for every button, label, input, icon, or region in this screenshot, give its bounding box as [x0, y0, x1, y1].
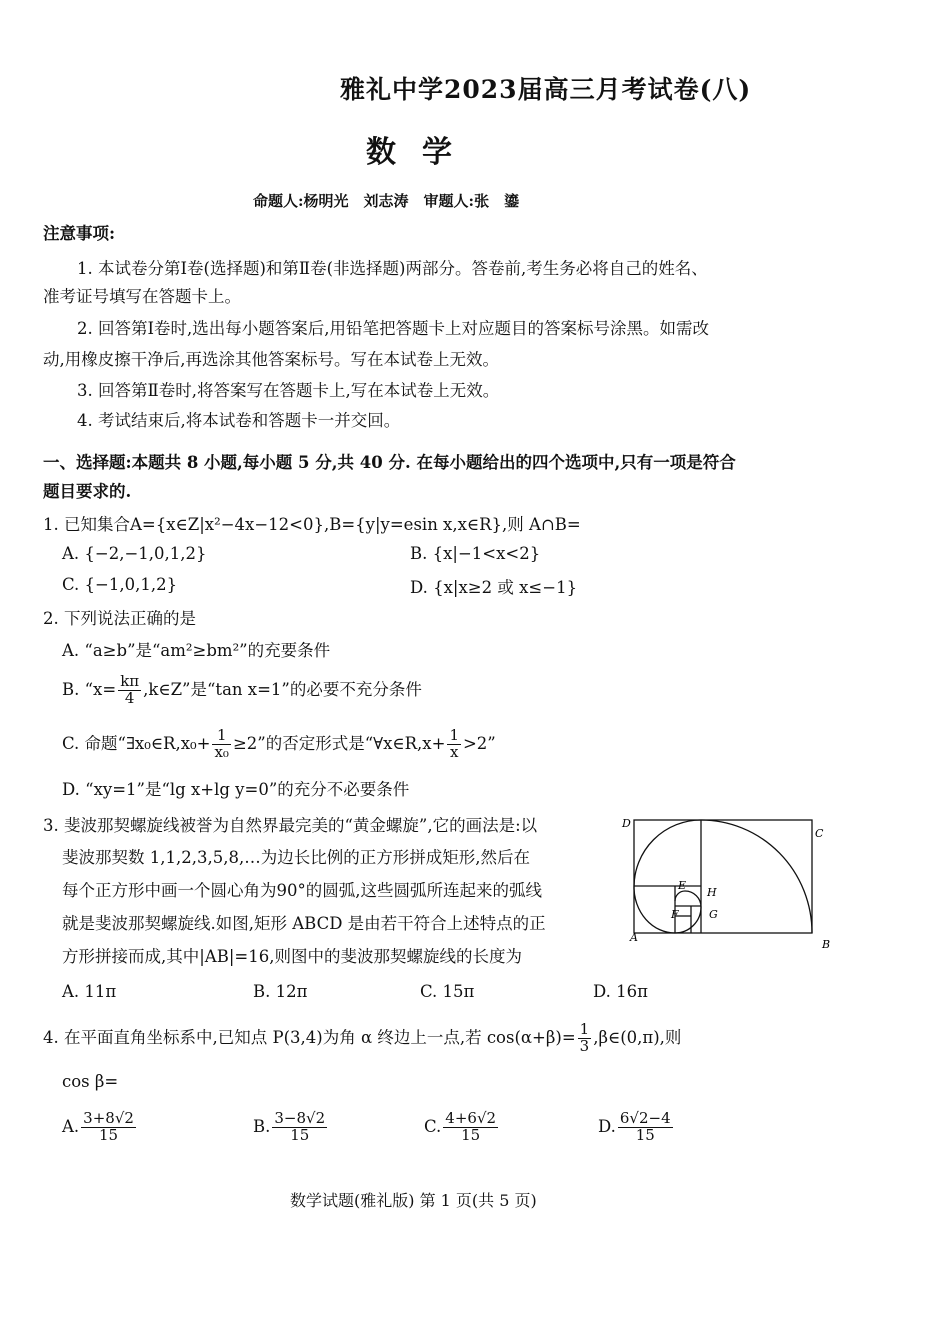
- notice-item-1-line-1: 1. 本试卷分第Ⅰ卷(选择题)和第Ⅱ卷(非选择题)两部分。答卷前,考生务必将自己的姓名、: [77, 259, 708, 278]
- q4-option-a-label: A.: [62, 1116, 80, 1136]
- q4-d-denominator: 15: [635, 1125, 655, 1144]
- q3-line-3: 每个正方形中画一个圆心角为90°的圆弧,这些圆弧所连起来的弧线: [62, 881, 542, 900]
- exam-title: 雅礼中学2023届高三月考试卷(八): [340, 75, 752, 104]
- q3-line-4: 就是斐波那契螺旋线.如图,矩形 ABCD 是由若干符合上述特点的正: [62, 914, 546, 933]
- q2-stem: 2. 下列说法正确的是: [43, 609, 196, 628]
- label-g: G: [709, 908, 718, 921]
- q4-stem: [43, 1022, 681, 1055]
- q2-b-numerator: kπ: [120, 672, 140, 690]
- label-h: H: [707, 886, 717, 899]
- q4-c-numerator: 4+6√2: [445, 1109, 497, 1127]
- label-a: A: [630, 931, 638, 944]
- q4-stem-line-2: cos β=: [62, 1072, 119, 1091]
- notice-item-1-line-2: 准考证号填写在答题卡上。: [43, 287, 241, 306]
- q2-option-c-fraction-1: [212, 728, 230, 761]
- q4-stem-pre: 4. 在平面直角坐标系中,已知点 P(3,4)为角 α 终边上一点,若 cos(α+β)=: [43, 1027, 576, 1047]
- section-1-heading-line-1: 一、选择题:本题共 8 小题,每小题 5 分,共 40 分. 在每小题给出的四个选项中,只有一项是符合: [43, 453, 736, 472]
- q4-option-d-fraction: [618, 1111, 673, 1144]
- q4-a-numerator: 3+8√2: [83, 1109, 134, 1127]
- q4-stem-denominator: 3: [579, 1036, 590, 1055]
- q3-line-1: 3. 斐波那契螺旋线被誉为自然界最完美的“黄金螺旋”,它的画法是:以: [43, 816, 538, 835]
- notice-item-4: 4. 考试结束后,将本试卷和答题卡一并交回。: [77, 411, 401, 430]
- q4-d-numerator: 6√2−4: [619, 1109, 671, 1127]
- notice-item-3: 3. 回答第Ⅱ卷时,将答案写在答题卡上,写在本试卷上无效。: [77, 381, 500, 400]
- q4-option-d-label: D.: [598, 1116, 616, 1136]
- q2-option-c-pre: C. 命题“∃x₀∈R,x₀+: [62, 733, 211, 753]
- q4-b-numerator: 3−8√2: [274, 1109, 326, 1127]
- notice-heading: 注意事项:: [43, 224, 116, 243]
- q2-option-c-fraction-2: [447, 728, 461, 761]
- q2-option-d: D. “xy=1”是“lg x+lg y=0”的充分不必要条件: [62, 780, 410, 799]
- label-d: D: [622, 817, 631, 830]
- q2-c-denominator-1: x₀: [214, 742, 229, 761]
- q1-option-b: B. {x|−1<x<2}: [410, 544, 541, 563]
- q2-option-c-mid: ≥2”的否定形式是“∀x∈R,x+: [232, 733, 446, 753]
- q2-b-denominator: 4: [124, 688, 135, 707]
- notice-item-2-line-2: 动,用橡皮擦干净后,再选涂其他答案标号。写在本试卷上无效。: [43, 350, 499, 369]
- q4-stem-fraction: [578, 1022, 592, 1055]
- q2-option-b-fraction: [118, 674, 141, 707]
- q2-option-c-post: >2”: [462, 733, 496, 753]
- q4-option-c: [424, 1111, 500, 1144]
- q1-option-c: C. {−1,0,1,2}: [62, 575, 178, 594]
- q2-c-denominator-2: x: [449, 742, 459, 761]
- q1-option-a: A. {−2,−1,0,1,2}: [62, 544, 207, 563]
- q4-option-b: [253, 1111, 329, 1144]
- subject-title: 数学: [366, 135, 478, 170]
- q4-option-d: [598, 1111, 675, 1144]
- q3-option-a: A. 11π: [62, 982, 117, 1001]
- label-c: C: [815, 827, 824, 840]
- q4-option-a-fraction: [81, 1111, 136, 1144]
- q2-c-numerator-1: 1: [212, 728, 230, 745]
- q2-option-a: A. “a≥b”是“am²≥bm²”的充要条件: [62, 641, 331, 660]
- q1-stem: 1. 已知集合A={x∈Z|x²−4x−12<0},B={y|y=esin x,x∈R},则 A∩B=: [43, 515, 581, 534]
- q1-option-d: D. {x|x≥2 或 x≤−1}: [410, 578, 578, 597]
- label-e: E: [678, 879, 687, 892]
- q4-b-denominator: 15: [290, 1125, 310, 1144]
- q4-option-a: [62, 1111, 138, 1144]
- q2-c-numerator-2: 1: [449, 726, 459, 744]
- q4-c-denominator: 15: [461, 1125, 481, 1144]
- q3-option-c: C. 15π: [420, 982, 475, 1001]
- q2-option-c: [62, 728, 496, 761]
- page-footer: 数学试题(雅礼版) 第 1 页(共 5 页): [290, 1191, 537, 1210]
- q3-option-d: D. 16π: [593, 982, 648, 1001]
- q4-option-b-label: B.: [253, 1116, 271, 1136]
- q2-option-b-pre: B. “x=: [62, 679, 117, 699]
- q3-option-b: B. 12π: [253, 982, 308, 1001]
- q4-option-c-fraction: [443, 1111, 498, 1144]
- rectangle-abcd: [634, 820, 812, 933]
- q3-line-5: 方形拼接而成,其中|AB|=16,则图中的斐波那契螺旋线的长度为: [62, 947, 522, 966]
- q4-option-c-label: C.: [424, 1116, 442, 1136]
- authors-line: 命题人:杨明光 刘志涛 审题人:张 鎏: [253, 192, 520, 210]
- q4-stem-post: ,β∈(0,π),则: [593, 1027, 682, 1047]
- q2-option-b-post: ,k∈Z”是“tan x=1”的必要不充分条件: [143, 679, 422, 699]
- q4-a-denominator: 15: [99, 1125, 119, 1144]
- label-f: F: [671, 908, 679, 921]
- q4-option-b-fraction: [272, 1111, 327, 1144]
- q3-line-2: 斐波那契数 1,1,2,3,5,8,…为边长比例的正方形拼成矩形,然后在: [62, 848, 530, 867]
- section-1-heading-line-2: 题目要求的.: [43, 482, 132, 501]
- label-b: B: [822, 938, 831, 951]
- q4-stem-numerator: 1: [579, 1020, 590, 1038]
- q2-option-b: [62, 674, 422, 707]
- notice-item-2-line-1: 2. 回答第Ⅰ卷时,选出每小题答案后,用铅笔把答题卡上对应题目的答案标号涂黑。如需改: [77, 319, 709, 338]
- fibonacci-spiral-figure: [618, 812, 840, 952]
- spiral-curve: [634, 820, 812, 933]
